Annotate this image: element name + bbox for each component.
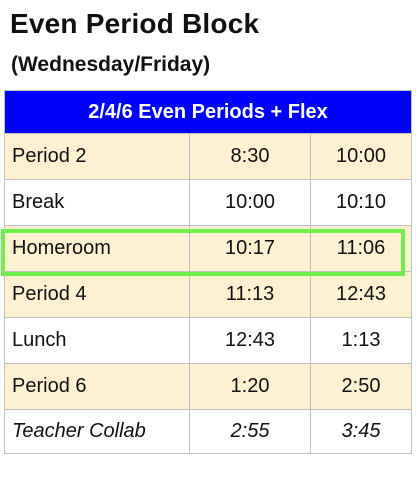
page-subtitle: (Wednesday/Friday) <box>11 53 211 76</box>
table-row <box>5 134 412 180</box>
table-row <box>5 410 412 454</box>
schedule-header-row <box>5 91 412 134</box>
start-time: 8:30 <box>190 134 311 180</box>
table-row <box>5 272 412 318</box>
start-time: 12:43 <box>190 318 311 364</box>
schedule-table <box>4 90 412 454</box>
end-time: 10:10 <box>311 180 412 226</box>
table-row <box>5 364 412 410</box>
end-time: 11:06 <box>311 226 412 272</box>
schedule-header: 2/4/6 Even Periods + Flex <box>5 91 412 134</box>
end-time: 1:13 <box>311 318 412 364</box>
period-label: Break <box>5 180 190 226</box>
period-label: Lunch <box>5 318 190 364</box>
table-row <box>5 180 412 226</box>
end-time: 10:00 <box>311 134 412 180</box>
period-label: Homeroom <box>5 226 190 272</box>
end-time: 3:45 <box>311 410 412 454</box>
period-label: Teacher Collab <box>5 410 190 454</box>
period-label: Period 4 <box>5 272 190 318</box>
table-row-homeroom <box>5 226 412 272</box>
period-label: Period 2 <box>5 134 190 180</box>
start-time: 1:20 <box>190 364 311 410</box>
end-time: 2:50 <box>311 364 412 410</box>
start-time: 2:55 <box>190 410 311 454</box>
page-title: Even Period Block <box>10 8 260 39</box>
start-time: 11:13 <box>190 272 311 318</box>
start-time: 10:00 <box>190 180 311 226</box>
table-row <box>5 318 412 364</box>
period-label: Period 6 <box>5 364 190 410</box>
end-time: 12:43 <box>311 272 412 318</box>
start-time: 10:17 <box>190 226 311 272</box>
